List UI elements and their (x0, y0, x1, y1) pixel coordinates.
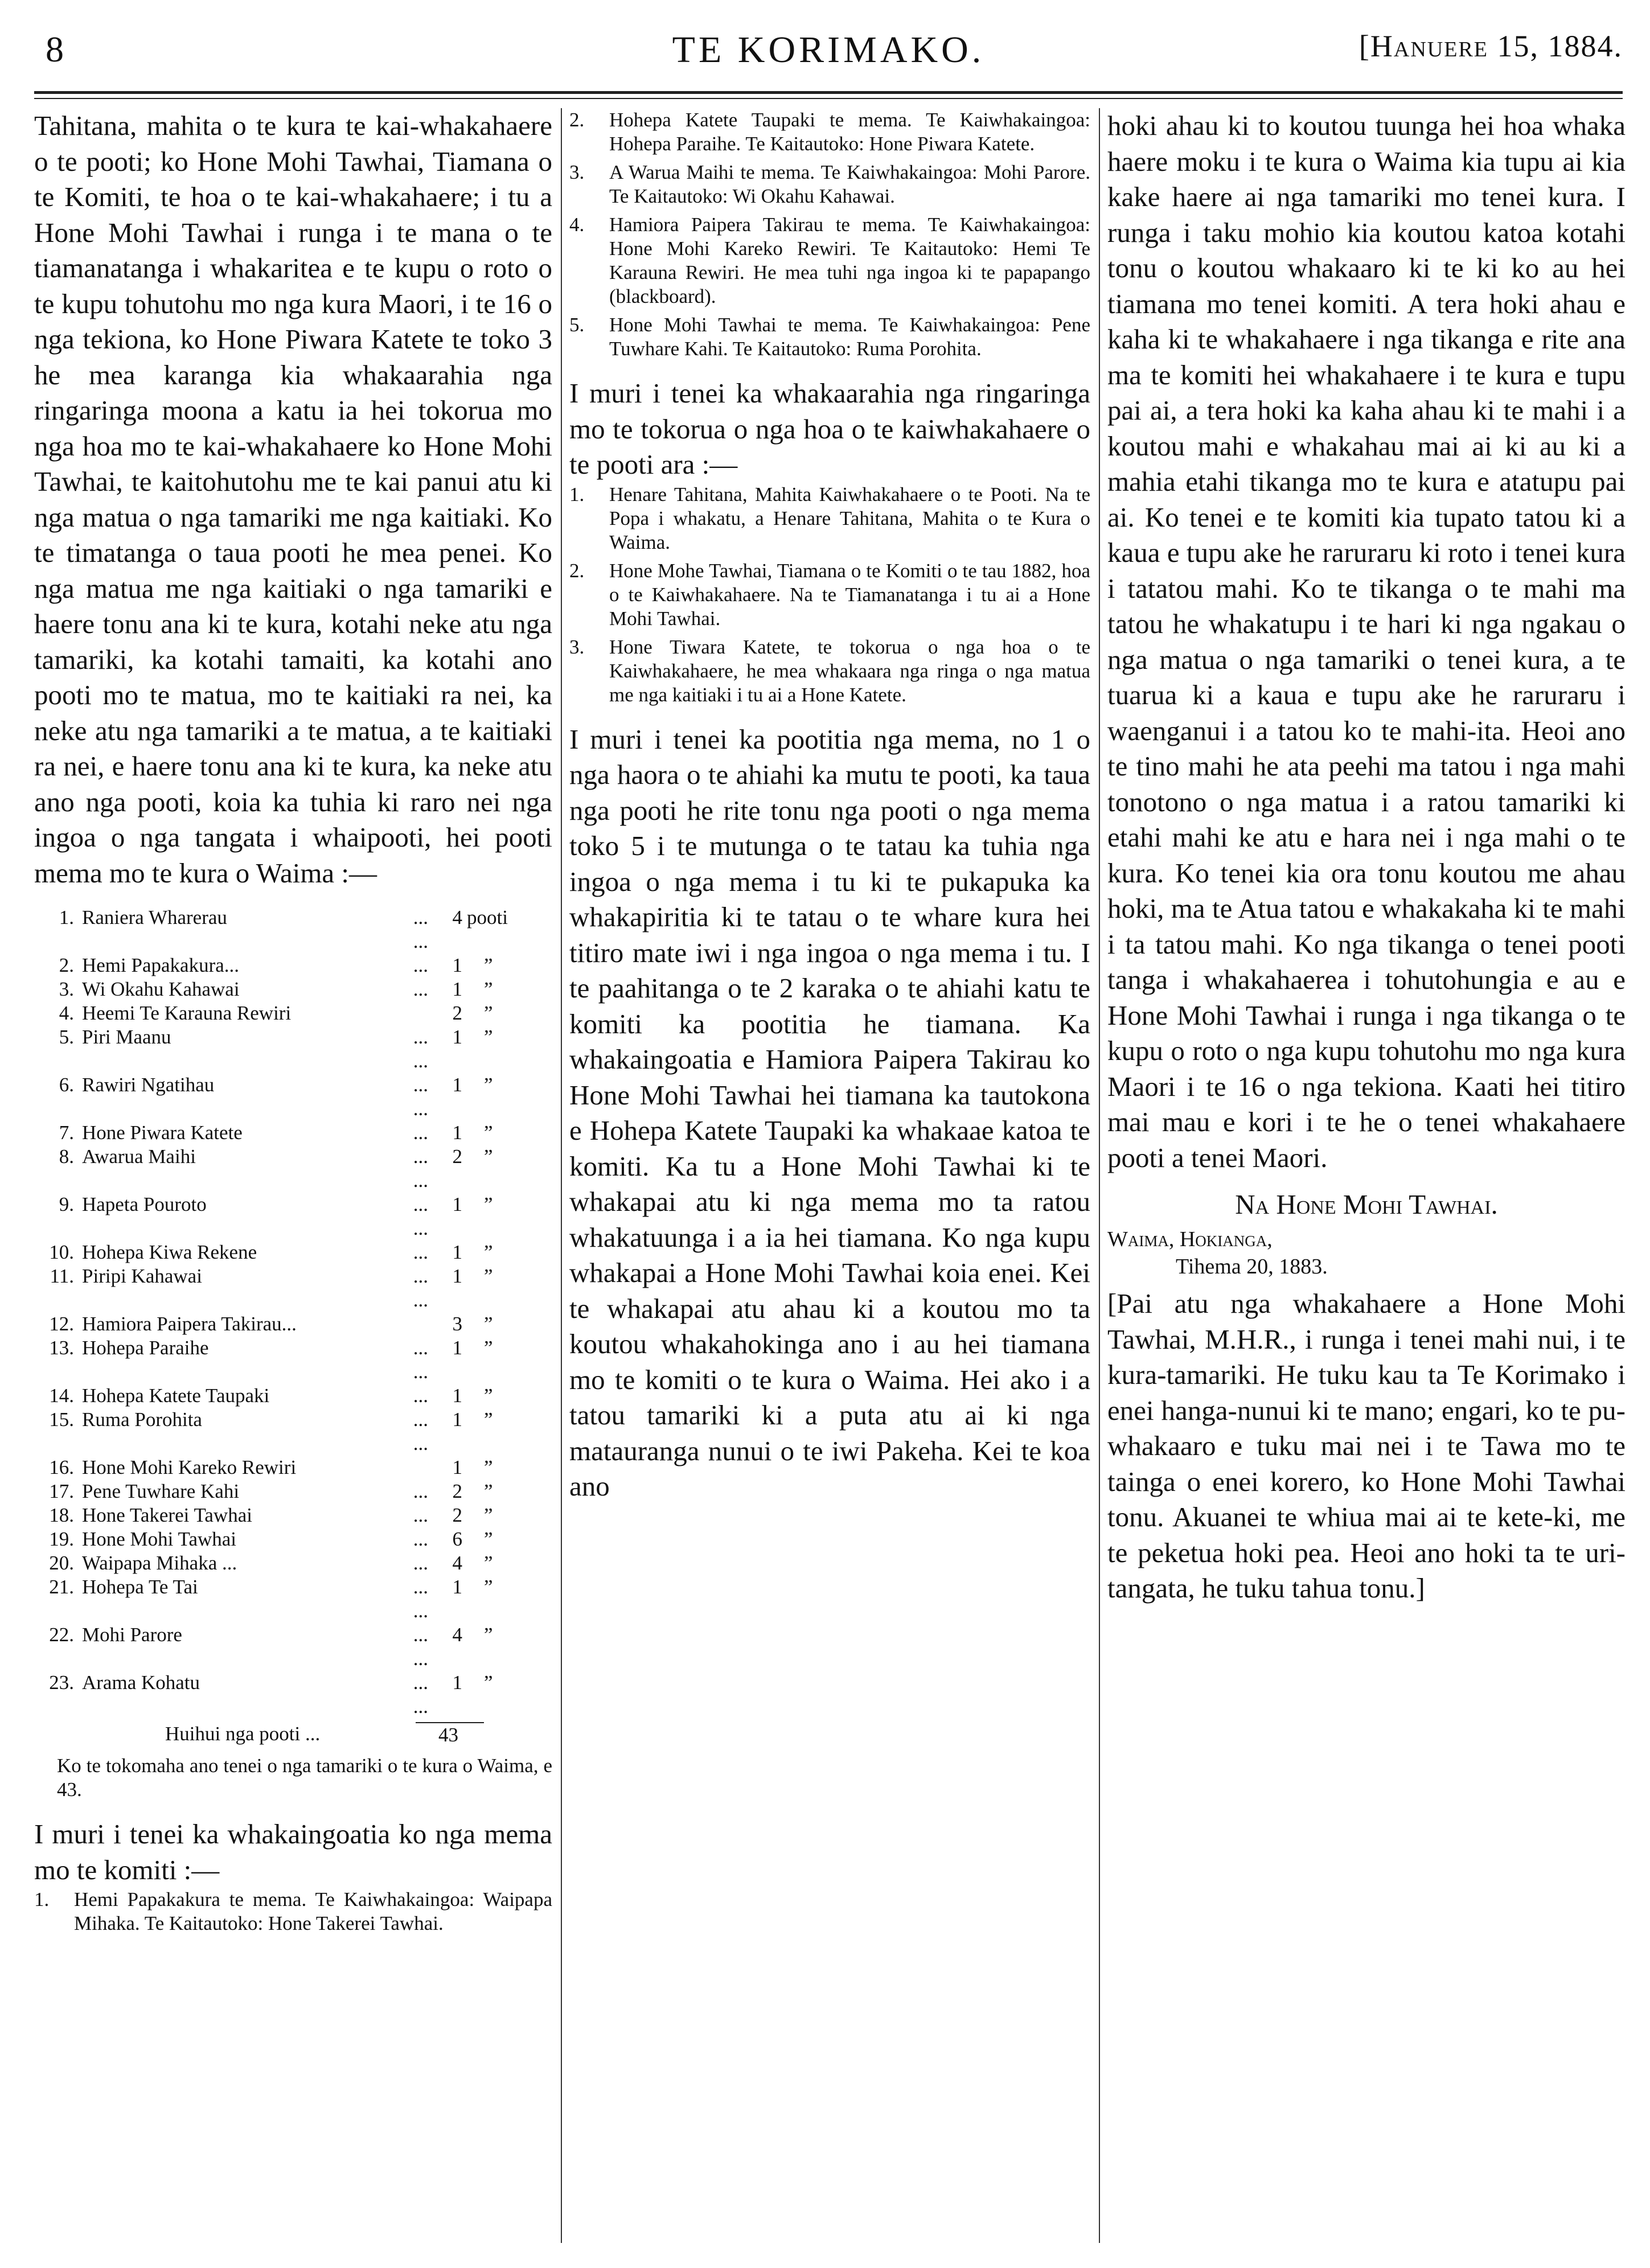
vote-name: Hone Piwara Katete (82, 1121, 243, 1144)
vote-number: 13. (49, 1337, 74, 1359)
vote-leader-dots: ... (413, 1528, 428, 1550)
vote-unit: ” (484, 1026, 493, 1048)
list-item-number: 1. (34, 1888, 50, 1910)
vote-count: 2 (452, 1480, 462, 1502)
vote-number: 12. (49, 1313, 74, 1335)
vote-number: 23. (49, 1671, 74, 1694)
vote-leader-dots: ... (413, 1480, 428, 1502)
vote-unit: ” (484, 1121, 493, 1144)
vote-number: 2. (59, 954, 74, 976)
page-header (34, 23, 1623, 85)
vote-number: 9. (59, 1193, 74, 1215)
table-row (34, 954, 552, 977)
table-row (34, 1408, 552, 1456)
issue-date: [Hanuere 15, 1884. (1358, 29, 1623, 63)
list-item-number: 3. (569, 635, 585, 658)
list-item (569, 161, 1090, 208)
vote-unit: ” (484, 1384, 493, 1407)
vote-leader-dots: ... ... (413, 1265, 428, 1311)
newspaper-title: TE KORIMAKO. (672, 29, 985, 71)
vote-count: 1 (452, 1265, 462, 1287)
vote-number: 21. (49, 1576, 74, 1598)
list-item-text: Hemi Papakakura te mema. Te Kaiwhakaingoa: Waipapa Mihaka. Te Kaitautoko: Hone Takerei Tawhai. (74, 1888, 552, 1934)
list-item (569, 635, 1090, 707)
vote-number: 15. (49, 1408, 74, 1431)
member-list (34, 1888, 552, 1936)
dateline-place: Waima, Hokianga, (1107, 1227, 1273, 1251)
vote-number: 19. (49, 1528, 74, 1550)
list-item-number: 2. (569, 109, 585, 131)
column-divider (561, 108, 562, 2243)
vote-number: 10. (49, 1241, 74, 1263)
editorial-note: [Pai atu nga whakahaere a Hone Mohi Tawhai, M.H.R., i runga i tenei mahi nui, i te kura-tamariki. He tuku kau ta Te Korimako i enei hanga-nunui ki te mano; engari, ko te pu-whakaaro e tuku mai nei i te Tawa mo te tainga o enei korero, ko Hone Mohi Tawhai tonu. Akuanei te whiua mai ai te kete-ki, me te peketua hoki pea. Heoi ano hoki ta te uri-tangata, he tuku tahua tonu.] (1107, 1288, 1626, 1604)
vote-name: Piri Maanu (82, 1026, 171, 1048)
vote-name: Heemi Te Karauna Rewiri (82, 1002, 292, 1024)
vote-count: 4 (452, 1624, 462, 1646)
vote-leader-dots: ... (413, 1241, 428, 1263)
vote-count: 1 (452, 1384, 462, 1407)
list-item (569, 213, 1090, 309)
vote-number: 5. (59, 1026, 74, 1048)
vote-unit: ” (484, 1671, 493, 1694)
vote-count: 4 (452, 1552, 462, 1574)
list-item (569, 108, 1090, 156)
list-item-text: Hone Tiwara Katete, te tokorua o nga hoa o te Kaiwhakahaere, he mea whakaara nga ringa o nga matua me nga kaitiaki i tu ai a Hone Katete. (609, 635, 1090, 706)
vote-count: 1 (452, 1671, 462, 1694)
vote-leader-dots: ... ... (413, 1074, 428, 1120)
vote-leader-dots (394, 1456, 428, 1480)
vote-unit: ” (484, 1193, 493, 1215)
vote-leader-dots: ... (413, 954, 428, 976)
vote-name: Hohepa Kiwa Rekene (82, 1241, 257, 1263)
vote-leader-dots: ... (413, 1552, 428, 1574)
vote-count: 1 (452, 1408, 462, 1431)
vote-count: 2 (452, 1504, 462, 1526)
article-paragraph: Tahitana, mahita o te kura te kai-whakahaere o te pooti; ko Hone Mohi Tawhai, Tiamana o te Komiti, te hoa o te kai-whakahaere; i tu a Hone Mohi Tawhai i runga i te mana o te tiamanatanga i whakaritea e te kupu o roto o te kupu tohutohu mo nga kura Maori, i te 16 o nga tekiona, ko Hone Piwara Katete te toko 3 he mea karanga kia whakaarahia nga ringaringa moona a katu ia hei tokorua mo nga hoa mo te kai-whakahaere ko Hone Mohi Tawhai, te kaitohutohu me te kai panui atu ki nga matua o nga tamariki me nga kaitiaki. Ko te timatanga o taua pooti he mea penei. Ko nga matua me nga kaitiaki o nga tamariki e haere tonu ana ki te kura, kotahi neke atu nga tamariki, ka kotahi tamaiti, ka kotahi ano pooti mo te matua, mo te kaitiaki ra nei, ka neke atu nga tamariki a te matua, a te kaitiaki ra nei, e haere tonu ana ki te kura, ka neke atu ano nga pooti, koia ka tuhia ki raro nei nga ingoa o nga tangata i whaipooti, hei pooti mema mo te kura o Waima :— (34, 110, 552, 889)
vote-count: 1 (452, 1193, 462, 1215)
vote-leader-dots: ... ... (413, 1145, 428, 1191)
vote-leader-dots: ... ... (413, 1624, 428, 1670)
signature: Na Hone Mohi Tawhai. (1235, 1189, 1498, 1220)
list-item-number: 2. (569, 559, 585, 582)
table-row (34, 1480, 552, 1503)
vote-name: Hohepa Te Tai (82, 1576, 198, 1598)
list-item-text: Hone Mohe Tawhai, Tiamana o te Komiti o te tau 1882, hoa o te Kaiwhakahaere. Na te Tiamanatanga i tu ai a Hone Mohi Tawhai. (609, 559, 1090, 630)
list-item-number: 1. (569, 483, 585, 506)
article-paragraph: I muri i tenei ka whakaarahia nga ringaringa mo te tokorua o nga hoa o te kaiwhakahaere o te pooti ara :— (569, 377, 1090, 480)
list-item (569, 313, 1090, 361)
vote-unit: ” (484, 1337, 493, 1359)
vote-count: 2 (452, 1145, 462, 1168)
table-row (34, 977, 552, 1001)
vote-total-label: Huihui nga pooti ... (165, 1723, 321, 1745)
table-row (34, 1025, 552, 1073)
vote-name: Arama Kohatu (82, 1671, 200, 1694)
vote-number: 11. (50, 1265, 74, 1287)
page-number: 8 (46, 29, 64, 69)
vote-number: 3. (59, 978, 74, 1000)
vote-number: 17. (49, 1480, 74, 1502)
vote-count: 1 (452, 1026, 462, 1048)
vote-count: 3 (452, 1313, 462, 1335)
vote-count: 6 (452, 1528, 462, 1550)
vote-count: 1 (452, 1241, 462, 1263)
vote-name: Awarua Maihi (82, 1145, 196, 1168)
header-rule (34, 91, 1623, 94)
vote-name: Hapeta Pouroto (82, 1193, 207, 1215)
list-item-text: Henare Tahitana, Mahita Kaiwhakahaere o te Pooti. Na te Popa i whakatu, a Henare Tahitana, Mahita o te Kura o Waima. (609, 483, 1090, 553)
dateline-date: Tihema 20, 1883. (1176, 1255, 1328, 1279)
member-list (569, 108, 1090, 361)
vote-unit: ” (484, 1624, 493, 1646)
vote-number: 8. (59, 1145, 74, 1168)
assistant-list (569, 483, 1090, 707)
vote-leader-dots: ... ... (413, 1408, 428, 1455)
vote-unit: ” (484, 1145, 493, 1168)
table-row (34, 1312, 552, 1336)
table-row (34, 1456, 552, 1480)
vote-number: 18. (49, 1504, 74, 1526)
vote-name: Hone Mohi Kareko Rewiri (82, 1456, 297, 1478)
table-row (34, 1551, 552, 1575)
vote-leader-dots: ... ... (413, 1193, 428, 1239)
column-divider (1099, 108, 1100, 2243)
article-paragraph: I muri i tenei ka pootitia nga mema, no 1 o nga haora o te ahiahi ka mutu te pooti, ka taua nga pooti he rite tonu nga pooti o nga mema toko 5 i te mutunga o te tatau ka tuhia nga ingoa o nga mema i tu ki te pukapuka ka whakapiritia ki te tatau o te whare kura hei titiro mate iwi i nga ingoa o nga mema i tu. I te paahitanga o te 2 karaka o te ahiahi katu te komiti ka pootitia he tiamana. Ka whakaingoatia e Hamiora Paipera Takirau ko Hone Mohi Tawhai hei tiamana ka tautokona e Hohepa Katete Taupaki ka whakaae katoa te komiti. Ka tu a Hone Mohi Tawhai ki te whakapai atu ki nga mema mo ta ratou whakatuunga i a ia hei tiamana. Ko nga kupu whakapai a Hone Mohi Tawhai koia enei. Kei te whakapai atu ahau ki a koutou mo ta koutou whakahokinga ano i au hei tiamana mo te komiti o te kura o Waima. Hei ako i a tatou tamariki ki a puta atu ai ki nga matauranga nunui o te iwi Pakeha. Kei te koa ano (569, 723, 1090, 1502)
vote-count: 1 (452, 978, 462, 1000)
vote-unit: ” (484, 1528, 493, 1550)
vote-number: 4. (59, 1002, 74, 1024)
vote-number: 6. (59, 1074, 74, 1096)
vote-count: 2 (452, 1002, 462, 1024)
vote-unit: ” (484, 1265, 493, 1287)
vote-number: 14. (49, 1384, 74, 1407)
header-rule-thin (34, 98, 1623, 99)
table-row (34, 906, 552, 954)
table-row (34, 1671, 552, 1719)
vote-leader-dots: ... (413, 1504, 428, 1526)
table-row (34, 1575, 552, 1623)
vote-name: Hohepa Paraihe (82, 1337, 209, 1359)
vote-unit: ” (484, 1552, 493, 1574)
table-row (34, 1073, 552, 1121)
vote-leader-dots: ... ... (413, 1576, 428, 1622)
column-3 (1107, 108, 1626, 2237)
column-2 (569, 108, 1090, 2237)
vote-count: 1 (452, 954, 462, 976)
vote-count: 4 (452, 906, 462, 928)
vote-name: Hone Takerei Tawhai (82, 1504, 252, 1526)
vote-total (34, 1722, 552, 1747)
vote-name: Hemi Papakakura... (82, 954, 240, 976)
vote-number: 22. (49, 1624, 74, 1646)
table-row (34, 1384, 552, 1408)
vote-name: Waipapa Mihaka ... (82, 1552, 237, 1574)
vote-leader-dots: ... ... (413, 906, 428, 952)
table-row (34, 1527, 552, 1551)
vote-count: 1 (452, 1121, 462, 1144)
vote-unit: ” (484, 954, 493, 976)
vote-name: Piripi Kahawai (82, 1265, 202, 1287)
vote-name: Hone Mohi Tawhai (82, 1528, 237, 1550)
vote-number: 7. (59, 1121, 74, 1144)
vote-leader-dots: ... ... (413, 1337, 428, 1383)
vote-unit: ” (484, 1480, 493, 1502)
table-row (34, 1145, 552, 1193)
list-item-number: 4. (569, 213, 585, 236)
vote-unit: ” (484, 1456, 493, 1478)
vote-note: Ko te tokomaha ano tenei o nga tamariki o te kura o Waima, e 43. (57, 1755, 552, 1801)
list-item (569, 559, 1090, 631)
table-row (34, 1336, 552, 1384)
vote-leader-dots: ... (413, 978, 428, 1000)
list-item-number: 3. (569, 161, 585, 183)
vote-name: Wi Okahu Kahawai (82, 978, 240, 1000)
table-row (34, 1001, 552, 1025)
vote-unit: ” (484, 1504, 493, 1526)
vote-name: Rawiri Ngatihau (82, 1074, 215, 1096)
vote-name: Ruma Porohita (82, 1408, 202, 1431)
table-row (34, 1121, 552, 1145)
list-item-text: Hohepa Katete Taupaki te mema. Te Kaiwhakaingoa: Hohepa Paraihe. Te Kaitautoko: Hone Piwara Katete. (609, 109, 1090, 155)
vote-count: 1 (452, 1576, 462, 1598)
vote-leader-dots: ... (413, 1384, 428, 1407)
list-item-number: 5. (569, 314, 585, 336)
table-row (34, 1193, 552, 1240)
table-row (34, 1264, 552, 1312)
vote-leader-dots (394, 1312, 428, 1336)
vote-name: Hamiora Paipera Takirau... (82, 1313, 297, 1335)
list-item-text: A Warua Maihi te mema. Te Kaiwhakaingoa: Mohi Parore. Te Kaitautoko: Wi Okahu Kahawai. (609, 161, 1090, 207)
article-paragraph: hoki ahau ki to koutou tuunga hei hoa whaka haere moku i te kura o Waima kia tupu ai kia kake haere ai nga tamariki mo tenei kura. I runga i taku mohio kia koutou katoa kotahi tonu o koutou whakaaro ki te ki ko au hei tiamana mo tenei komiti. A tera hoki ahau e kaha ki te whakahaere i nga tikanga e rite ana ma te komiti hei whakahaere i te kura e tupu pai ai, a tera hoki ka kaha ahau ki te mahi i a koutou mahi e whakahau mai ai ki au ki a mahia etahi tikanga mo te kura e atatupu pai ai. Ko tenei e te komiti kia tupato tatou ki a kaua e tupu ake he raruraru ki roto i tenei kura i tatatou mahi. Ko te tikanga o te mahi ma tatou he whakatupu i te hari ki nga ngakau o nga matua o nga tamariki o tenei kura, a te tuarua ki a kaua e tupu ake he raruraru i waenganui i a tatou ko te mahi-ita. Heoi ano te tino mahi he ata peehi ma tatou i nga mahi tonotono o nga matua i a ratou tamariki ki etahi mahi ke atu e hara nei i nga mahi o te kura. Ko tenei kia ora tonu koutou me ahau hoki, ma te Atua tatou e whakakaha ki te mahi i ta tatou mahi. Ko nga tikanga o tenei pooti tanga i whakahaerea i tohutohungia e au e Hone Mohi Tawhai i runga i nga tikanga o te kupu o roto o nga kupu tohutohu mo nga kura Maori i te 16 o nga tekiona. Kaati hei titiro mai mau e kori i te he o tenei whakahaere pooti a tenei Maori. (1107, 110, 1626, 1173)
vote-count: 1 (452, 1074, 462, 1096)
list-item-text: Hone Mohi Tawhai te mema. Te Kaiwhakaingoa: Pene Tuwhare Kahi. Te Kaitautoko: Ruma Porohita. (609, 314, 1090, 360)
vote-leader-dots: ... (413, 1121, 428, 1144)
vote-number: 1. (59, 906, 74, 928)
list-item-text: Hamiora Paipera Takirau te mema. Te Kaiwhakaingoa: Hone Mohi Kareko Rewiri. Te Kaitautoko: Hemi Te Karauna Rewiri. He mea tuhi nga ingoa ki te papapango (blackboard). (609, 213, 1090, 307)
vote-total-value: 43 (416, 1722, 484, 1747)
vote-unit: ” (484, 1408, 493, 1431)
list-item (34, 1888, 552, 1936)
vote-unit: ” (484, 1074, 493, 1096)
vote-leader-dots (394, 1001, 428, 1025)
vote-number: 16. (49, 1456, 74, 1478)
table-row (34, 1503, 552, 1527)
column-1 (34, 108, 552, 2237)
vote-number: 20. (49, 1552, 74, 1574)
list-item (569, 483, 1090, 554)
vote-table (34, 906, 552, 1719)
vote-unit: ” (484, 1313, 493, 1335)
vote-count: 1 (452, 1337, 462, 1359)
vote-name: Hohepa Katete Taupaki (82, 1384, 270, 1407)
vote-name: Pene Tuwhare Kahi (82, 1480, 240, 1502)
vote-leader-dots: ... ... (413, 1026, 428, 1072)
table-row (34, 1623, 552, 1671)
vote-name: Mohi Parore (82, 1624, 182, 1646)
vote-name: Raniera Wharerau (82, 906, 227, 928)
article-paragraph: I muri i tenei ka whakaingoatia ko nga mema mo te komiti :— (34, 1818, 552, 1885)
vote-unit: ” (484, 978, 493, 1000)
vote-count: 1 (452, 1456, 462, 1478)
vote-unit: ” (484, 1241, 493, 1263)
vote-unit: ” (484, 1576, 493, 1598)
vote-leader-dots: ... ... (413, 1671, 428, 1718)
vote-unit: pooti (467, 906, 508, 928)
table-row (34, 1240, 552, 1264)
vote-unit: ” (484, 1002, 493, 1024)
